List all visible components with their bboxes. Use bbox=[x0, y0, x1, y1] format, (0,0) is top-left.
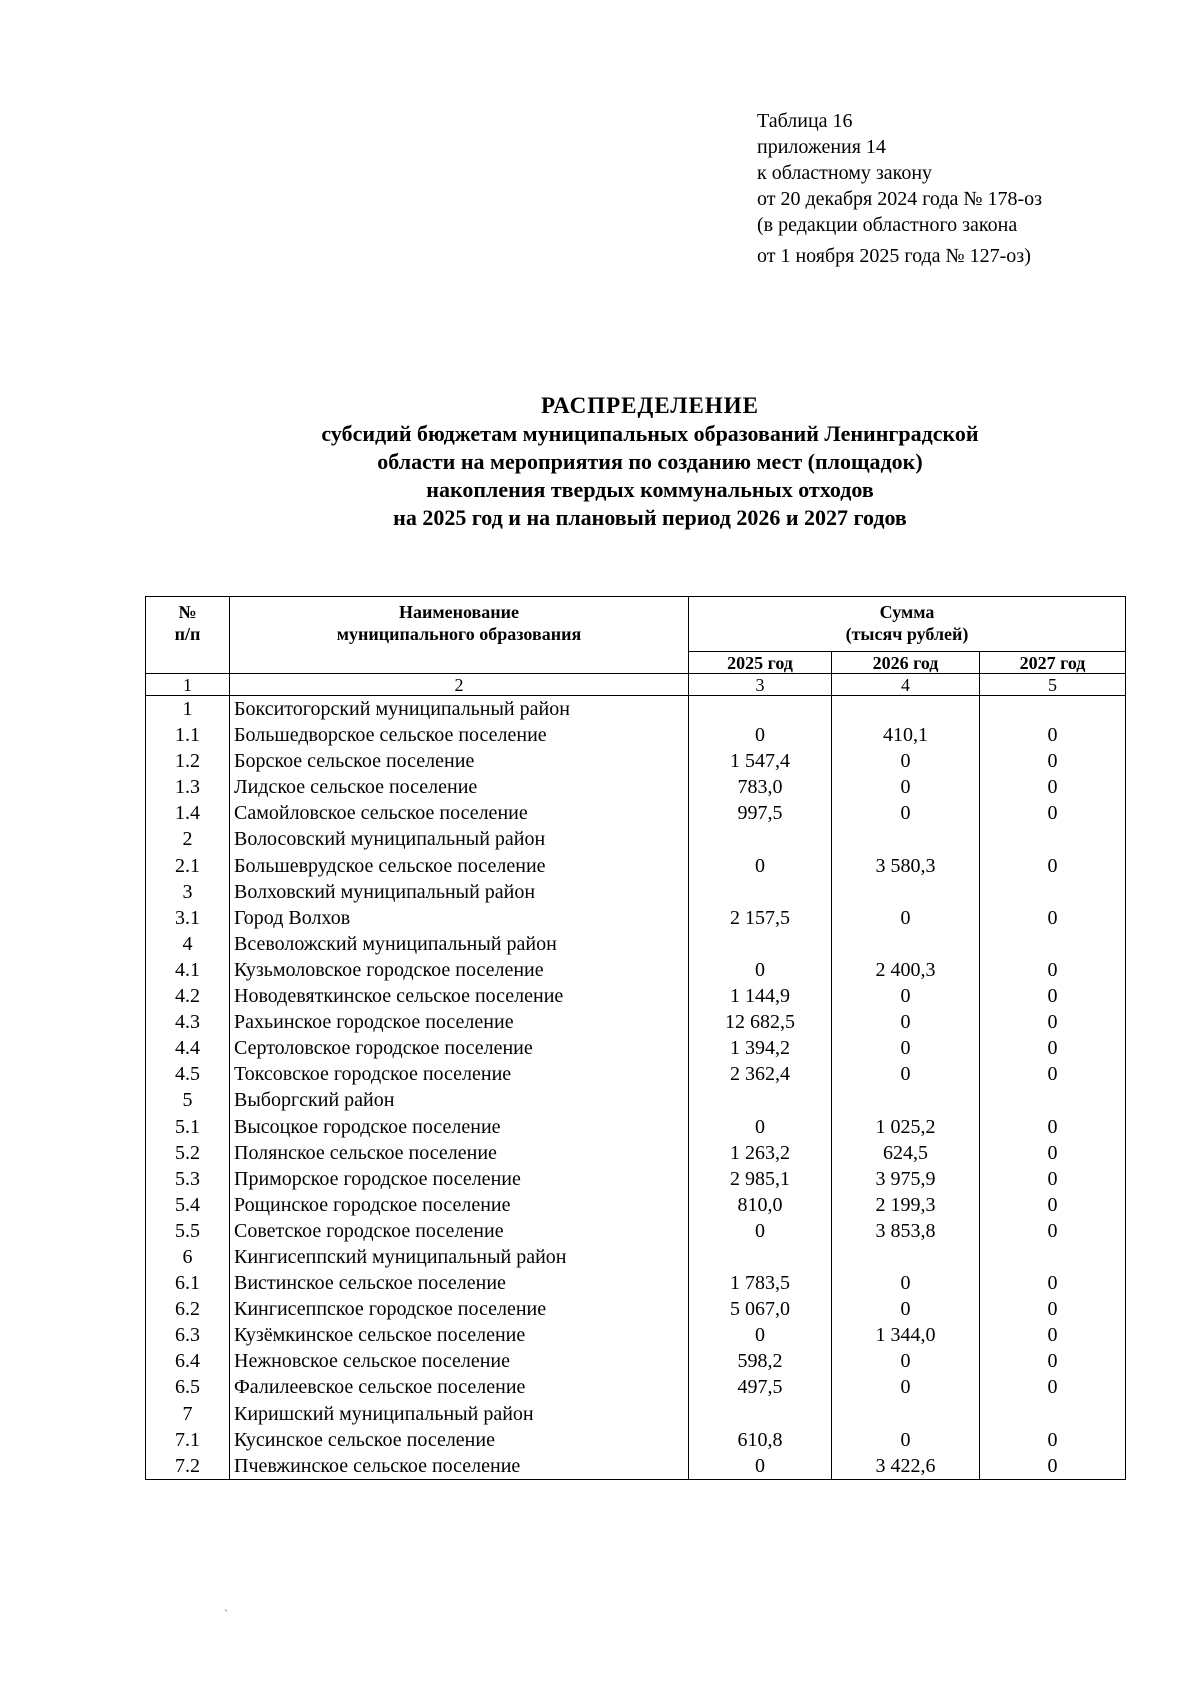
header-line: приложения 14 bbox=[757, 136, 886, 158]
row-name: Токсовское городское поселение bbox=[230, 1061, 689, 1087]
header-line: Таблица 16 bbox=[757, 110, 853, 132]
row-number: 4.3 bbox=[146, 1009, 230, 1035]
value-2026: 2 400,3 bbox=[832, 957, 980, 983]
value-2026: 0 bbox=[832, 1270, 980, 1296]
value-2026: 0 bbox=[832, 1035, 980, 1061]
value-2027: 0 bbox=[980, 774, 1126, 800]
table-row bbox=[146, 774, 1126, 800]
row-number: 4.1 bbox=[146, 957, 230, 983]
value-2025 bbox=[689, 931, 832, 957]
value-2025: 1 783,5 bbox=[689, 1270, 832, 1296]
value-2027: 0 bbox=[980, 1035, 1126, 1061]
value-2027: 0 bbox=[980, 800, 1126, 826]
value-2026: 410,1 bbox=[832, 722, 980, 748]
column-number: 5 bbox=[980, 674, 1126, 696]
row-name: Кусинское сельское поселение bbox=[230, 1427, 689, 1453]
value-2026 bbox=[832, 931, 980, 957]
row-number: 6.5 bbox=[146, 1374, 230, 1400]
value-2026 bbox=[832, 879, 980, 905]
table-row bbox=[146, 1192, 1126, 1218]
value-2026 bbox=[832, 826, 980, 852]
table-row bbox=[146, 905, 1126, 931]
row-name: Рахьинское городское поселение bbox=[230, 1009, 689, 1035]
row-number: 3 bbox=[146, 879, 230, 905]
value-2026: 0 bbox=[832, 1427, 980, 1453]
row-number: 5.1 bbox=[146, 1114, 230, 1140]
row-name: Сертоловское городское поселение bbox=[230, 1035, 689, 1061]
row-number: 5.2 bbox=[146, 1140, 230, 1166]
value-2026: 0 bbox=[832, 774, 980, 800]
row-number: 7.1 bbox=[146, 1427, 230, 1453]
header-line: от 1 ноября 2025 года № 127-оз) bbox=[757, 245, 1031, 267]
table-row bbox=[146, 1061, 1126, 1087]
row-number: 3.1 bbox=[146, 905, 230, 931]
row-number: 6.1 bbox=[146, 1270, 230, 1296]
row-name: Высоцкое городское поселение bbox=[230, 1114, 689, 1140]
value-2026: 0 bbox=[832, 1009, 980, 1035]
value-2026: 0 bbox=[832, 1296, 980, 1322]
header-year-2025: 2025 год bbox=[689, 652, 832, 674]
value-2025: 2 985,1 bbox=[689, 1166, 832, 1192]
row-name: Новодевяткинское сельское поселение bbox=[230, 983, 689, 1009]
row-number: 5.4 bbox=[146, 1192, 230, 1218]
row-name: Кузьмоловское городское поселение bbox=[230, 957, 689, 983]
value-2027: 0 bbox=[980, 1374, 1126, 1400]
header-line: к областному закону bbox=[757, 162, 933, 184]
column-number: 4 bbox=[832, 674, 980, 696]
table-row bbox=[146, 931, 1126, 957]
row-number: 5.5 bbox=[146, 1218, 230, 1244]
value-2027: 0 bbox=[980, 1296, 1126, 1322]
value-2027 bbox=[980, 931, 1126, 957]
value-2025: 1 144,9 bbox=[689, 983, 832, 1009]
table-row bbox=[146, 1009, 1126, 1035]
value-2027 bbox=[980, 826, 1126, 852]
table-row bbox=[146, 957, 1126, 983]
header-line: от 20 декабря 2024 года № 178-оз bbox=[757, 188, 1043, 210]
value-2025: 810,0 bbox=[689, 1192, 832, 1218]
row-number: 7 bbox=[146, 1401, 230, 1427]
row-name: Всеволожский муниципальный район bbox=[230, 931, 689, 957]
row-number: 4.2 bbox=[146, 983, 230, 1009]
value-2025: 1 263,2 bbox=[689, 1140, 832, 1166]
row-name: Бокситогорский муниципальный район bbox=[230, 696, 689, 723]
value-2026: 3 975,9 bbox=[832, 1166, 980, 1192]
value-2026: 2 199,3 bbox=[832, 1192, 980, 1218]
value-2027: 0 bbox=[980, 983, 1126, 1009]
value-2025: 12 682,5 bbox=[689, 1009, 832, 1035]
row-number: 4 bbox=[146, 931, 230, 957]
value-2026: 3 422,6 bbox=[832, 1453, 980, 1480]
value-2027 bbox=[980, 1087, 1126, 1113]
value-2026: 0 bbox=[832, 905, 980, 931]
row-name: Фалилеевское сельское поселение bbox=[230, 1374, 689, 1400]
value-2026: 3 580,3 bbox=[832, 853, 980, 879]
row-number: 6.3 bbox=[146, 1322, 230, 1348]
value-2027: 0 bbox=[980, 957, 1126, 983]
row-name: Большедворское сельское поселение bbox=[230, 722, 689, 748]
table-body bbox=[146, 696, 1126, 1480]
row-number: 5 bbox=[146, 1087, 230, 1113]
document-title bbox=[150, 392, 1150, 532]
value-2027: 0 bbox=[980, 1218, 1126, 1244]
value-2025 bbox=[689, 879, 832, 905]
header-year-2027: 2027 год bbox=[980, 652, 1126, 674]
row-number: 4.4 bbox=[146, 1035, 230, 1061]
table-row bbox=[146, 1401, 1126, 1427]
row-number: 1.3 bbox=[146, 774, 230, 800]
title-line: на 2025 год и на плановый период 2026 и 2027 годов bbox=[393, 505, 907, 530]
value-2025: 1 394,2 bbox=[689, 1035, 832, 1061]
row-name: Лидское сельское поселение bbox=[230, 774, 689, 800]
value-2025: 610,8 bbox=[689, 1427, 832, 1453]
header-name: Наименование муниципального образования bbox=[230, 597, 689, 674]
value-2026: 0 bbox=[832, 748, 980, 774]
column-number: 1 bbox=[146, 674, 230, 696]
value-2025: 0 bbox=[689, 1322, 832, 1348]
value-2027 bbox=[980, 879, 1126, 905]
value-2027 bbox=[980, 1401, 1126, 1427]
scan-speck: ` bbox=[224, 1607, 228, 1621]
subsidy-table bbox=[145, 596, 1126, 1480]
value-2025: 0 bbox=[689, 722, 832, 748]
row-name: Полянское сельское поселение bbox=[230, 1140, 689, 1166]
table-row bbox=[146, 1453, 1126, 1480]
row-name: Выборгский район bbox=[230, 1087, 689, 1113]
row-name: Приморское городское поселение bbox=[230, 1166, 689, 1192]
row-name: Борское сельское поселение bbox=[230, 748, 689, 774]
row-number: 6.2 bbox=[146, 1296, 230, 1322]
title-line: субсидий бюджетам муниципальных образований Ленинградской bbox=[321, 421, 979, 446]
value-2026: 0 bbox=[832, 800, 980, 826]
header-line: (в редакции областного закона bbox=[757, 214, 1018, 236]
row-name: Волосовский муниципальный район bbox=[230, 826, 689, 852]
table-row bbox=[146, 1374, 1126, 1400]
table-row bbox=[146, 1427, 1126, 1453]
row-name: Кузёмкинское сельское поселение bbox=[230, 1322, 689, 1348]
table-row bbox=[146, 1087, 1126, 1113]
value-2025 bbox=[689, 1401, 832, 1427]
row-name: Киришский муниципальный район bbox=[230, 1401, 689, 1427]
row-number: 1.4 bbox=[146, 800, 230, 826]
table-row bbox=[146, 1035, 1126, 1061]
row-number: 7.2 bbox=[146, 1453, 230, 1480]
value-2027: 0 bbox=[980, 1061, 1126, 1087]
value-2027: 0 bbox=[980, 1140, 1126, 1166]
value-2025 bbox=[689, 1244, 832, 1270]
value-2026: 624,5 bbox=[832, 1140, 980, 1166]
value-2025 bbox=[689, 696, 832, 723]
value-2026 bbox=[832, 1401, 980, 1427]
row-name: Вистинское сельское поселение bbox=[230, 1270, 689, 1296]
value-2027: 0 bbox=[980, 1009, 1126, 1035]
table-row bbox=[146, 826, 1126, 852]
table-row bbox=[146, 696, 1126, 723]
table-row bbox=[146, 748, 1126, 774]
row-name: Нежновское сельское поселение bbox=[230, 1348, 689, 1374]
value-2026: 1 025,2 bbox=[832, 1114, 980, 1140]
column-number: 3 bbox=[689, 674, 832, 696]
row-number: 2 bbox=[146, 826, 230, 852]
row-name: Кингисеппский муниципальный район bbox=[230, 1244, 689, 1270]
table-row bbox=[146, 879, 1126, 905]
header-num: № п/п bbox=[146, 597, 230, 674]
value-2026 bbox=[832, 1087, 980, 1113]
row-name: Самойловское сельское поселение bbox=[230, 800, 689, 826]
value-2025: 497,5 bbox=[689, 1374, 832, 1400]
value-2025: 0 bbox=[689, 853, 832, 879]
value-2026: 0 bbox=[832, 983, 980, 1009]
table-row bbox=[146, 1218, 1126, 1244]
value-2026: 0 bbox=[832, 1374, 980, 1400]
row-number: 1 bbox=[146, 696, 230, 723]
row-name: Город Волхов bbox=[230, 905, 689, 931]
value-2027: 0 bbox=[980, 1427, 1126, 1453]
value-2026 bbox=[832, 1244, 980, 1270]
value-2025: 5 067,0 bbox=[689, 1296, 832, 1322]
value-2027: 0 bbox=[980, 853, 1126, 879]
value-2025: 1 547,4 bbox=[689, 748, 832, 774]
value-2027: 0 bbox=[980, 1453, 1126, 1480]
value-2025: 0 bbox=[689, 1453, 832, 1480]
value-2027: 0 bbox=[980, 1322, 1126, 1348]
value-2027 bbox=[980, 696, 1126, 723]
row-name: Волховский муниципальный район bbox=[230, 879, 689, 905]
row-number: 5.3 bbox=[146, 1166, 230, 1192]
value-2025: 598,2 bbox=[689, 1348, 832, 1374]
table-row bbox=[146, 1270, 1126, 1296]
value-2027: 0 bbox=[980, 1270, 1126, 1296]
value-2025: 0 bbox=[689, 957, 832, 983]
column-number: 2 bbox=[230, 674, 689, 696]
value-2026: 3 853,8 bbox=[832, 1218, 980, 1244]
value-2025: 997,5 bbox=[689, 800, 832, 826]
value-2027: 0 bbox=[980, 1114, 1126, 1140]
table-row bbox=[146, 1348, 1126, 1374]
appendix-header bbox=[757, 108, 1042, 269]
value-2027: 0 bbox=[980, 905, 1126, 931]
title-line: накопления твердых коммунальных отходов bbox=[426, 477, 874, 502]
header-year-2026: 2026 год bbox=[832, 652, 980, 674]
value-2027 bbox=[980, 1244, 1126, 1270]
row-name: Кингисеппское городское поселение bbox=[230, 1296, 689, 1322]
table-row bbox=[146, 1244, 1126, 1270]
value-2025 bbox=[689, 1087, 832, 1113]
table-row bbox=[146, 1296, 1126, 1322]
row-number: 2.1 bbox=[146, 853, 230, 879]
value-2026: 1 344,0 bbox=[832, 1322, 980, 1348]
value-2027: 0 bbox=[980, 1192, 1126, 1218]
value-2027: 0 bbox=[980, 748, 1126, 774]
row-name: Большеврудское сельское поселение bbox=[230, 853, 689, 879]
header-sum: Сумма (тысяч рублей) bbox=[689, 597, 1126, 652]
value-2025: 0 bbox=[689, 1114, 832, 1140]
row-name: Рощинское городское поселение bbox=[230, 1192, 689, 1218]
row-number: 1.2 bbox=[146, 748, 230, 774]
table-row bbox=[146, 1114, 1126, 1140]
value-2027: 0 bbox=[980, 1166, 1126, 1192]
value-2026 bbox=[832, 696, 980, 723]
value-2025: 2 157,5 bbox=[689, 905, 832, 931]
row-name: Пчевжинское сельское поселение bbox=[230, 1453, 689, 1480]
table-row bbox=[146, 853, 1126, 879]
title-main: РАСПРЕДЕЛЕНИЕ bbox=[541, 393, 759, 418]
row-number: 4.5 bbox=[146, 1061, 230, 1087]
value-2027: 0 bbox=[980, 722, 1126, 748]
value-2026: 0 bbox=[832, 1061, 980, 1087]
row-number: 6.4 bbox=[146, 1348, 230, 1374]
title-line: области на мероприятия по созданию мест (площадок) bbox=[377, 449, 923, 474]
table-row bbox=[146, 800, 1126, 826]
value-2025: 2 362,4 bbox=[689, 1061, 832, 1087]
value-2027: 0 bbox=[980, 1348, 1126, 1374]
value-2025 bbox=[689, 826, 832, 852]
table-row bbox=[146, 1140, 1126, 1166]
row-number: 6 bbox=[146, 1244, 230, 1270]
value-2026: 0 bbox=[832, 1348, 980, 1374]
row-name: Советское городское поселение bbox=[230, 1218, 689, 1244]
table-row bbox=[146, 722, 1126, 748]
row-number: 1.1 bbox=[146, 722, 230, 748]
table-row bbox=[146, 1166, 1126, 1192]
table-row bbox=[146, 1322, 1126, 1348]
value-2025: 783,0 bbox=[689, 774, 832, 800]
table-row bbox=[146, 983, 1126, 1009]
value-2025: 0 bbox=[689, 1218, 832, 1244]
